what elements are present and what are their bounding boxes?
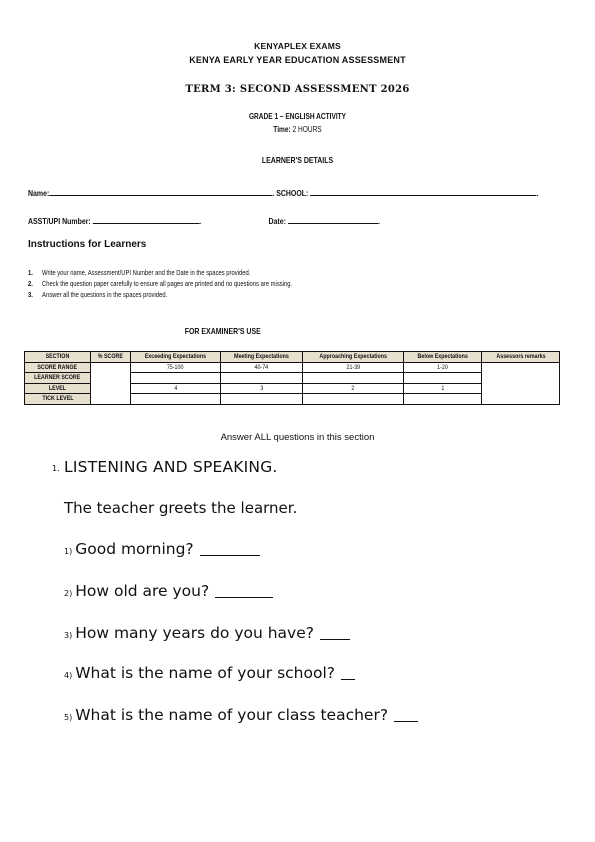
question-heading — [52, 458, 278, 476]
question-item: 4) What is the name of your school? — [64, 664, 355, 682]
row-label: LEVEL — [25, 383, 91, 394]
learner-score-cell[interactable] — [303, 373, 404, 384]
answer-blank[interactable] — [341, 665, 355, 680]
question-item: 5) What is the name of your class teacher? — [64, 706, 418, 724]
examiner-use-heading: FOR EXAMINER'S USE — [184, 326, 261, 336]
table-header: Meeting Expectations — [221, 352, 303, 363]
question-number: 1. — [52, 464, 61, 473]
tick-level-cell[interactable] — [303, 394, 404, 405]
percent-score-cell[interactable] — [91, 362, 131, 404]
tick-level-cell[interactable] — [131, 394, 221, 405]
table-cell: 1-20 — [404, 362, 482, 373]
date-field[interactable] — [288, 214, 378, 224]
table-cell: 21-39 — [303, 362, 404, 373]
asst-date-row: ASST/UPI Number: . Date: . — [28, 216, 381, 226]
exam-time — [54, 125, 542, 134]
question-intro: The teacher greets the learner. — [64, 499, 298, 517]
answer-blank[interactable] — [394, 707, 418, 722]
row-label: SCORE RANGE — [25, 362, 91, 373]
section-instruction: Answer ALL questions in this section — [220, 432, 375, 443]
term-heading: TERM 3: SECOND ASSESSMENT 2026 — [185, 84, 410, 95]
learner-score-cell[interactable] — [131, 373, 221, 384]
table-cell: 3 — [221, 383, 303, 394]
answer-blank[interactable] — [215, 583, 273, 598]
school-label: . SCHOOL: — [272, 188, 309, 198]
instruction-item: 3. Answer all the questions in the spaces provided. — [28, 290, 168, 299]
table-header: Exceeding Expectations — [131, 352, 221, 363]
answer-blank[interactable] — [320, 625, 350, 640]
asst-upi-field[interactable] — [93, 214, 200, 224]
name-label: Name: — [28, 188, 50, 198]
answer-blank[interactable] — [200, 541, 260, 556]
name-school-row: Name: . SCHOOL: . — [28, 188, 539, 198]
row-label: LEARNER SCORE — [25, 373, 91, 384]
time-label: Time: — [273, 125, 291, 134]
learner-details-heading: LEARNER'S DETAILS — [261, 155, 334, 165]
table-header: SECTION — [25, 352, 91, 363]
table-cell: 2 — [303, 383, 404, 394]
instructions-title: Instructions for Learners — [28, 239, 147, 250]
instruction-item: 2. Check the question paper carefully to ensure all pages are printed and no questions are missing. — [28, 279, 293, 288]
table-cell: 40-74 — [221, 362, 303, 373]
learner-score-cell[interactable] — [404, 373, 482, 384]
question-item: 1) Good morning? — [64, 540, 260, 558]
assessors-remarks-cell[interactable] — [482, 362, 560, 404]
table-header: % SCORE — [91, 352, 131, 363]
question-item: 3) How many years do you have? — [64, 624, 350, 642]
question-title: LISTENING AND SPEAKING. — [64, 458, 278, 476]
table-header-row — [25, 352, 560, 363]
date-label: Date: — [268, 216, 286, 226]
question-item: 2) How old are you? — [64, 582, 273, 600]
table-cell: 4 — [131, 383, 221, 394]
table-header: Below Expectations — [404, 352, 482, 363]
table-row — [25, 362, 560, 373]
table-header: Approaching Expectations — [303, 352, 404, 363]
name-field[interactable] — [49, 186, 272, 196]
asst-upi-label: ASST/UPI Number: — [28, 216, 91, 226]
assessment-title: KENYA EARLY YEAR EDUCATION ASSESSMENT — [189, 55, 406, 65]
table-header: Assessors remarks — [482, 352, 560, 363]
org-name: KENYAPLEX EXAMS — [254, 41, 341, 51]
row-label: TICK LEVEL — [25, 394, 91, 405]
time-value: 2 HOURS — [290, 125, 322, 134]
school-field[interactable] — [310, 186, 536, 196]
instruction-item: 1. Write your name, Assessment/UPI Number and the Date in the spaces provided. — [28, 268, 251, 277]
table-cell: 75-100 — [131, 362, 221, 373]
table-cell: 1 — [404, 383, 482, 394]
tick-level-cell[interactable] — [221, 394, 303, 405]
learner-score-cell[interactable] — [221, 373, 303, 384]
grade-subject: GRADE 1 – ENGLISH ACTIVITY — [248, 112, 347, 121]
tick-level-cell[interactable] — [404, 394, 482, 405]
examiner-table — [24, 351, 560, 405]
